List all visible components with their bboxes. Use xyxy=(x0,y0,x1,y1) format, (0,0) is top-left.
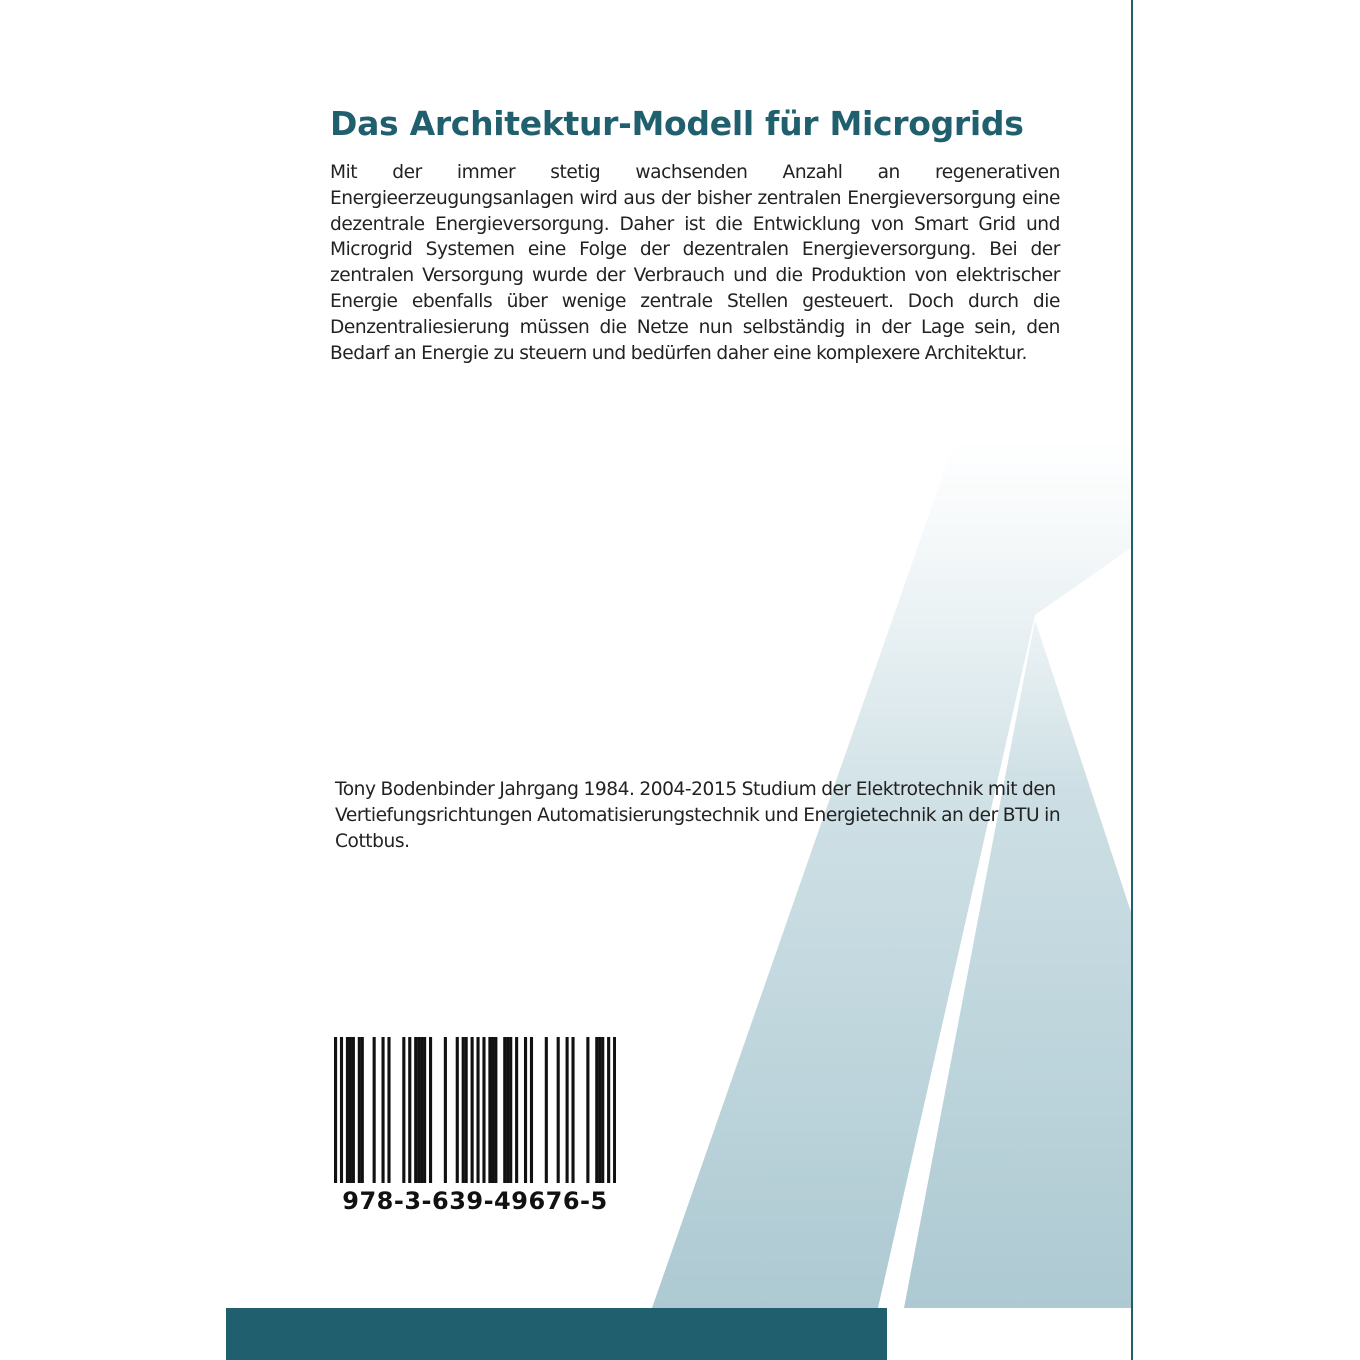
barcode-bar xyxy=(509,1037,512,1183)
barcode-bar xyxy=(471,1037,474,1183)
barcode-bar xyxy=(607,1037,610,1183)
barcode-bar xyxy=(524,1037,527,1183)
barcode-bars xyxy=(334,1037,616,1183)
barcode-bar xyxy=(429,1037,432,1183)
barcode-bar xyxy=(530,1037,533,1183)
bottom-accent-bar xyxy=(226,1308,887,1360)
author-bio: Tony Bodenbinder Jahrgang 1984. 2004-2015 Studium der Elektrotechnik mit den Vertiefungsrichtungen Automatisierungstechnik und Energietechnik an der BTU in Cottbus. xyxy=(335,779,1061,852)
barcode-bar xyxy=(456,1037,459,1183)
barcode-bar xyxy=(545,1037,548,1183)
barcode-bar xyxy=(423,1037,426,1183)
book-title: Das Architektur-Modell für Microgrids xyxy=(330,104,1024,143)
barcode-bar xyxy=(571,1037,574,1183)
barcode-bar xyxy=(601,1037,604,1183)
barcode-bar xyxy=(402,1037,405,1183)
barcode-bar xyxy=(346,1037,349,1183)
barcode-bar xyxy=(361,1037,364,1183)
barcode-bar xyxy=(340,1037,343,1183)
barcode-bar xyxy=(503,1037,506,1183)
barcode-bar xyxy=(482,1037,485,1183)
spine-line xyxy=(1131,0,1133,1360)
barcode-bar xyxy=(444,1037,447,1183)
barcode-bar xyxy=(557,1037,560,1183)
barcode-bar xyxy=(595,1037,598,1183)
barcode-bar xyxy=(358,1037,361,1183)
barcode-bar xyxy=(488,1037,491,1183)
barcode-bar xyxy=(414,1037,417,1183)
barcode-bar xyxy=(494,1037,497,1183)
barcode-bar xyxy=(420,1037,423,1183)
book-description: Mit der immer stetig wachsenden Anzahl an regenerativen Energieerzeugungsanlagen wird aus der bisher zentralen Energieversorgung eine dezentrale Energieversorgung. Daher ist die Entwicklung von Smart Grid und Microgrid Systemen eine Folge der dezentralen Energieversorgung. Bei der zentralen Versorgung wurde der Verbrauch und die Produktion von elektrischer Energie ebenfalls über wenige zentrale Stellen gesteuert. Doch durch die Denzentraliesierung müssen die Netze nun selbständig in der Lage sein, den Bedarf an Energie zu steuern und bedürfen daher eine komplexere Architektur. xyxy=(330,162,1060,364)
barcode-bar xyxy=(387,1037,390,1183)
barcode-bar xyxy=(462,1037,465,1183)
barcode-bar xyxy=(465,1037,468,1183)
barcode-bar xyxy=(515,1037,518,1183)
barcode-bar xyxy=(349,1037,352,1183)
barcode-bar xyxy=(491,1037,494,1183)
barcode-bar xyxy=(476,1037,479,1183)
barcode-bar xyxy=(373,1037,376,1183)
barcode-bar xyxy=(408,1037,411,1183)
barcode-bar xyxy=(417,1037,420,1183)
barcode-bar xyxy=(506,1037,509,1183)
barcode-bar xyxy=(352,1037,355,1183)
barcode-bar xyxy=(381,1037,384,1183)
barcode-bar xyxy=(334,1037,337,1183)
isbn-number: 978-3-639-49676-5 xyxy=(342,1187,608,1215)
barcode-bar xyxy=(613,1037,616,1183)
isbn-barcode xyxy=(334,1037,616,1221)
barcode-bar xyxy=(598,1037,601,1183)
barcode-bar xyxy=(586,1037,589,1183)
barcode-bar xyxy=(566,1037,569,1183)
